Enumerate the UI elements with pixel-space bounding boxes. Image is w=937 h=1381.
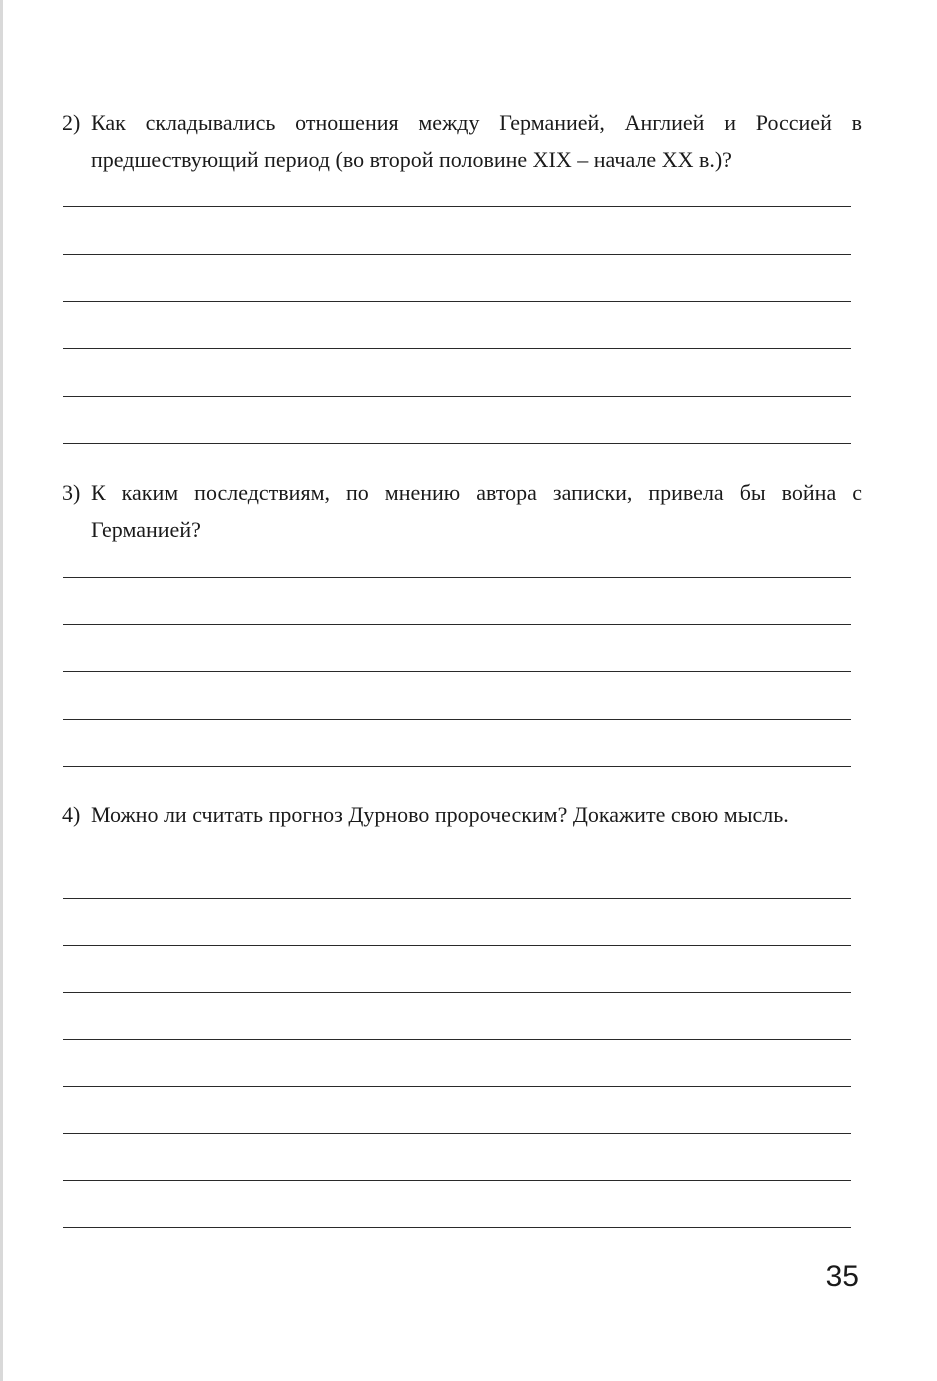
answer-line[interactable]: [63, 577, 851, 578]
answer-line[interactable]: [63, 719, 851, 720]
question-2-text: Как складывались отношения между Германией, Англией и Россией в предшествующий период (во второй половине XIX – начале XX в.)?: [91, 110, 862, 172]
answer-line[interactable]: [63, 1086, 851, 1087]
question-3-number: 3): [62, 480, 81, 505]
answer-line[interactable]: [63, 1180, 851, 1181]
answer-line[interactable]: [63, 1227, 851, 1228]
answer-line[interactable]: [63, 1039, 851, 1040]
answer-line[interactable]: [63, 671, 851, 672]
question-2-number: 2): [62, 110, 81, 135]
question-4-text: Можно ли считать прогноз Дурново пророческим? Докажите свою мысль.: [91, 802, 789, 827]
answer-line[interactable]: [63, 254, 851, 255]
answer-line[interactable]: [63, 206, 851, 207]
answer-line[interactable]: [63, 766, 851, 767]
answer-line[interactable]: [63, 443, 851, 444]
question-3: [62, 474, 862, 548]
answer-line[interactable]: [63, 348, 851, 349]
question-4: [62, 796, 862, 833]
answer-line[interactable]: [63, 945, 851, 946]
answer-line[interactable]: [63, 396, 851, 397]
question-3-text: К каким последствиям, по мнению автора записки, привела бы война с Германией?: [91, 480, 862, 542]
answer-line[interactable]: [63, 898, 851, 899]
page-left-edge: [0, 0, 3, 1381]
answer-line[interactable]: [63, 1133, 851, 1134]
question-2: [62, 104, 862, 178]
question-4-number: 4): [62, 802, 81, 827]
answer-line[interactable]: [63, 301, 851, 302]
page-number: 35: [825, 1260, 859, 1293]
answer-line[interactable]: [63, 992, 851, 993]
answer-line[interactable]: [63, 624, 851, 625]
